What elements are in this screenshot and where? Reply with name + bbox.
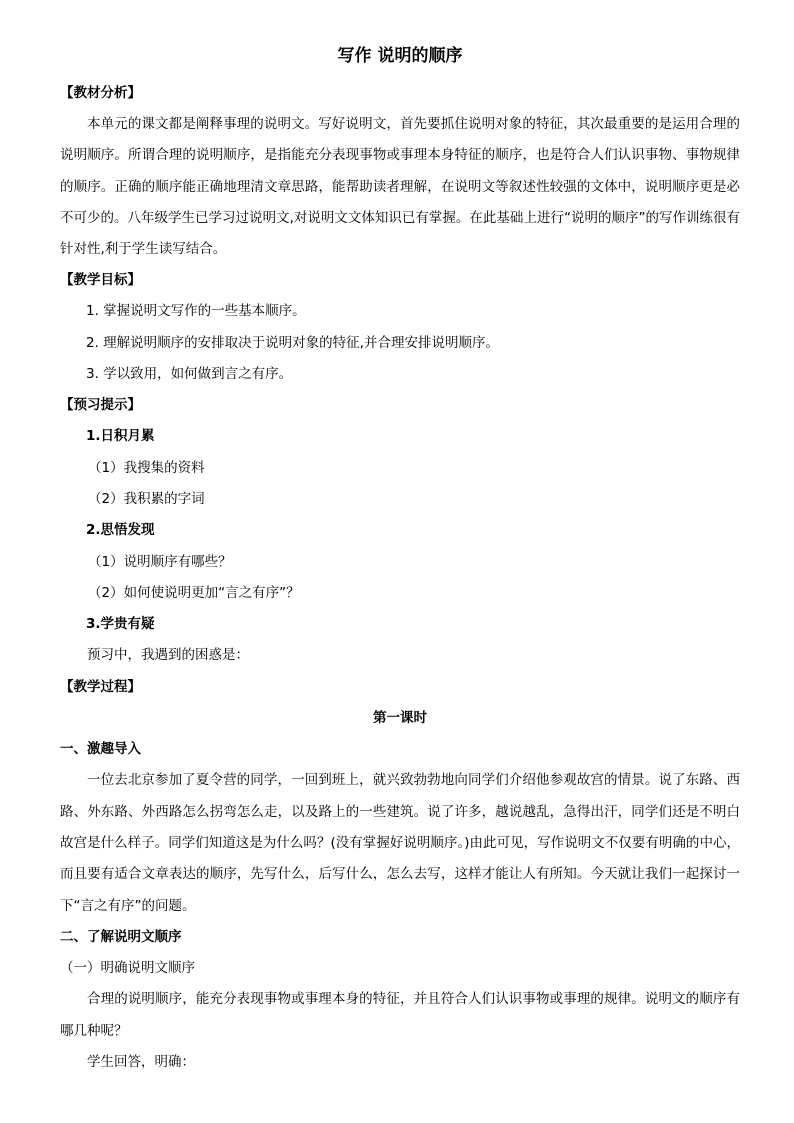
goal-item: 1. 掌握说明文写作的一些基本顺序。 <box>86 303 306 320</box>
preview-subheading: 1.日积月累 <box>86 428 155 445</box>
part-heading-intro: 一、激趣导入 <box>60 741 141 758</box>
section-heading-goals: 【教学目标】 <box>60 272 141 289</box>
order-subheading: （一）明确说明文顺序 <box>60 960 195 977</box>
preview-subheading: 2.思悟发现 <box>86 522 155 539</box>
preview-subheading: 3.学贵有疑 <box>86 616 155 633</box>
lesson-heading: 第一课时 <box>373 709 427 726</box>
preview-item: （1）我搜集的资料 <box>88 459 205 476</box>
preview-item: （2）如何使说明更加“言之有序”？ <box>88 584 300 601</box>
document-title: 写作 说明的顺序 <box>337 46 463 66</box>
document-page <box>60 40 740 1078</box>
preview-item: （2）我积累的字词 <box>88 490 205 507</box>
section-heading-analysis: 【教材分析】 <box>60 85 141 101</box>
analysis-paragraph: 本单元的课文都是阐释事理的说明文。写好说明文，首先要抓住说明对象的特征，其次最重要的是运用合理的说明顺序。所谓合理的说明顺序，是指能充分表现事物或事理本身特征的顺序，也是符合人们认识事物、事物规律的顺序。正确的顺序能正确地理清文章思路，能帮助读者理解，在说明文等叙述性较强的文体中，说明顺序更是必不可少的。八年级学生已学习过说明文,对说明文文体知识已有掌握。在此基础上进行“说明的顺序”的写作训练很有针对性,利于学生读写结合。 <box>60 116 740 258</box>
preview-question: 预习中，我遇到的困惑是： <box>87 647 249 664</box>
answer-line: 学生回答，明确： <box>87 1054 195 1071</box>
section-heading-preview: 【预习提示】 <box>60 397 141 414</box>
intro-paragraph: 一位去北京参加了夏令营的同学，一回到班上，就兴致勃勃地向同学们介绍他参观故宫的情景。说了东路、西路、外东路、外西路怎么拐弯怎么走，以及路上的一些建筑。说了许多，越说越乱，急得出汗，同学们还是不明白故宫是什么样子。同学们知道这是为什么吗？(没有掌握好说明顺序。)由此可见，写作说明文不仅要有明确的中心，而且要有适合文章表达的顺序，先写什么，后写什么，怎么去写，这样才能让人有所知。今天就让我们一起探讨一下“言之有序”的问题。 <box>60 772 740 914</box>
section-heading-process: 【教学过程】 <box>60 678 141 695</box>
part-heading-order: 二、了解说明文顺序 <box>60 928 182 945</box>
preview-item: （1）说明顺序有哪些？ <box>88 553 232 570</box>
order-paragraph: 合理的说明顺序，能充分表现事物或事理本身的特征，并且符合人们认识事物或事理的规律。说明文的顺序有哪几种呢？ <box>60 991 740 1039</box>
goal-item: 2. 理解说明顺序的安排取决于说明对象的特征,并合理安排说明顺序。 <box>86 334 499 351</box>
goal-item: 3. 学以致用，如何做到言之有序。 <box>86 366 293 383</box>
